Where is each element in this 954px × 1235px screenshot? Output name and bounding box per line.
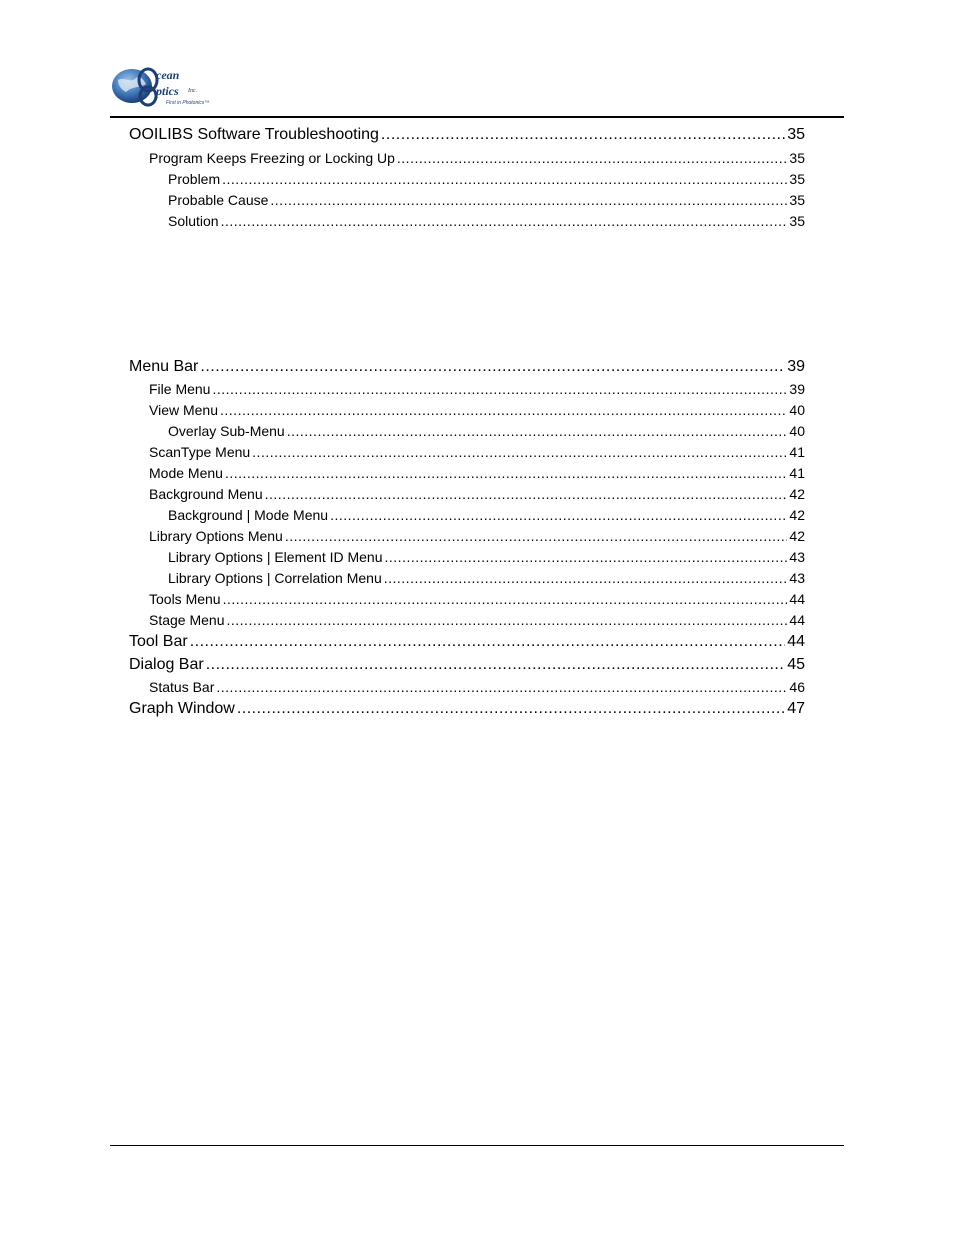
toc-entry[interactable] (129, 126, 805, 144)
toc-entry-title: Stage Menu (149, 612, 225, 628)
toc-entry-title: Library Options | Element ID Menu (168, 549, 383, 565)
toc-entry-title: Probable Cause (168, 192, 269, 208)
ocean-optics-logo (110, 66, 222, 112)
toc-entry-title: Program Keeps Freezing or Locking Up (149, 150, 395, 166)
toc-entry-title: Menu Bar (129, 358, 199, 375)
toc-entry-page: 41 (789, 465, 805, 481)
toc-leader-dots (206, 656, 786, 674)
toc-entry-page: 35 (789, 150, 805, 166)
toc-leader-dots (385, 549, 788, 565)
logo-tagline: First in Photonics™ (166, 100, 210, 106)
toc-entry-page: 42 (789, 528, 805, 544)
toc-leader-dots (265, 486, 788, 502)
toc-entry-title: Library Options | Correlation Menu (168, 570, 382, 586)
toc-entry[interactable] (149, 150, 805, 166)
toc-entry-page: 40 (789, 423, 805, 439)
toc-entry[interactable] (129, 656, 805, 674)
toc-entry-title: Tool Bar (129, 633, 188, 650)
toc-entry-page: 35 (789, 192, 805, 208)
toc-entry-page: 42 (789, 507, 805, 523)
toc-entry-page: 44 (787, 633, 805, 650)
toc-entry-title: File Menu (149, 381, 211, 397)
toc-entry-title: ScanType Menu (149, 444, 251, 460)
toc-leader-dots (221, 213, 788, 229)
toc-entry-title: Background | Mode Menu (168, 507, 329, 523)
logo-suffix: Inc. (188, 88, 198, 94)
toc-entry[interactable] (168, 570, 805, 586)
toc-entry-page: 45 (787, 656, 805, 673)
toc-leader-dots (381, 126, 785, 144)
toc-entry-title: Problem (168, 171, 221, 187)
toc-entry[interactable] (149, 486, 805, 502)
toc-leader-dots (227, 612, 788, 628)
toc-entry[interactable] (149, 381, 805, 397)
toc-entry-page: 35 (787, 126, 805, 143)
footer-rule (110, 1145, 844, 1146)
toc-entry[interactable] (149, 591, 805, 607)
header-rule (110, 116, 844, 118)
toc-leader-dots (287, 423, 788, 439)
toc-entry[interactable] (149, 528, 805, 544)
toc-entry-title: Graph Window (129, 700, 235, 717)
toc-entry-page: 35 (789, 171, 805, 187)
toc-entry-page: 47 (787, 700, 805, 717)
toc-entry-title: Dialog Bar (129, 656, 204, 673)
toc-leader-dots (216, 679, 787, 695)
toc-leader-dots (200, 358, 785, 376)
toc-entry-title: View Menu (149, 402, 219, 418)
toc-entry-title: Mode Menu (149, 465, 223, 481)
toc-entry[interactable] (129, 700, 805, 718)
toc-entry-title: Tools Menu (149, 591, 221, 607)
toc-leader-dots (330, 507, 787, 523)
toc-leader-dots (220, 402, 787, 418)
toc-entry[interactable] (149, 679, 805, 695)
toc-entry-title: Overlay Sub-Menu (168, 423, 285, 439)
toc-entry[interactable] (149, 465, 805, 481)
toc-leader-dots (270, 192, 787, 208)
toc-entry-page: 39 (787, 358, 805, 375)
toc-entry-page: 35 (789, 213, 805, 229)
logo-line-1: cean (156, 68, 180, 82)
toc-entry-page: 46 (789, 679, 805, 695)
toc-entry-page: 44 (789, 612, 805, 628)
toc-entry-page: 43 (789, 570, 805, 586)
toc-leader-dots (225, 465, 787, 481)
toc-entry-title: OOILIBS Software Troubleshooting (129, 126, 379, 143)
toc-entry-page: 44 (789, 591, 805, 607)
toc-entry-page: 41 (789, 444, 805, 460)
toc-entry-page: 39 (789, 381, 805, 397)
toc-leader-dots (397, 150, 788, 166)
toc-leader-dots (252, 444, 787, 460)
toc-leader-dots (285, 528, 788, 544)
toc-leader-dots (223, 591, 788, 607)
toc-entry[interactable] (168, 423, 805, 439)
toc-entry[interactable] (168, 171, 805, 187)
toc-entry-page: 43 (789, 549, 805, 565)
toc-leader-dots (222, 171, 787, 187)
toc-entry[interactable] (129, 633, 805, 651)
toc-entry[interactable] (149, 612, 805, 628)
toc-entry-title: Solution (168, 213, 219, 229)
toc-entry[interactable] (168, 507, 805, 523)
toc-entry-title: Status Bar (149, 679, 215, 695)
toc-entry[interactable] (149, 444, 805, 460)
toc-leader-dots (384, 570, 788, 586)
toc-entry-page: 42 (789, 486, 805, 502)
toc-entry[interactable] (129, 358, 805, 376)
toc-entry[interactable] (168, 549, 805, 565)
toc-leader-dots (190, 633, 786, 651)
toc-entry-title: Background Menu (149, 486, 263, 502)
toc-entry[interactable] (168, 192, 805, 208)
logo-line-2: ptics (156, 84, 179, 98)
toc-entry-title: Library Options Menu (149, 528, 283, 544)
toc-leader-dots (237, 700, 785, 718)
toc-entry[interactable] (149, 402, 805, 418)
toc-entry-page: 40 (789, 402, 805, 418)
toc-entry[interactable] (168, 213, 805, 229)
toc-leader-dots (212, 381, 787, 397)
